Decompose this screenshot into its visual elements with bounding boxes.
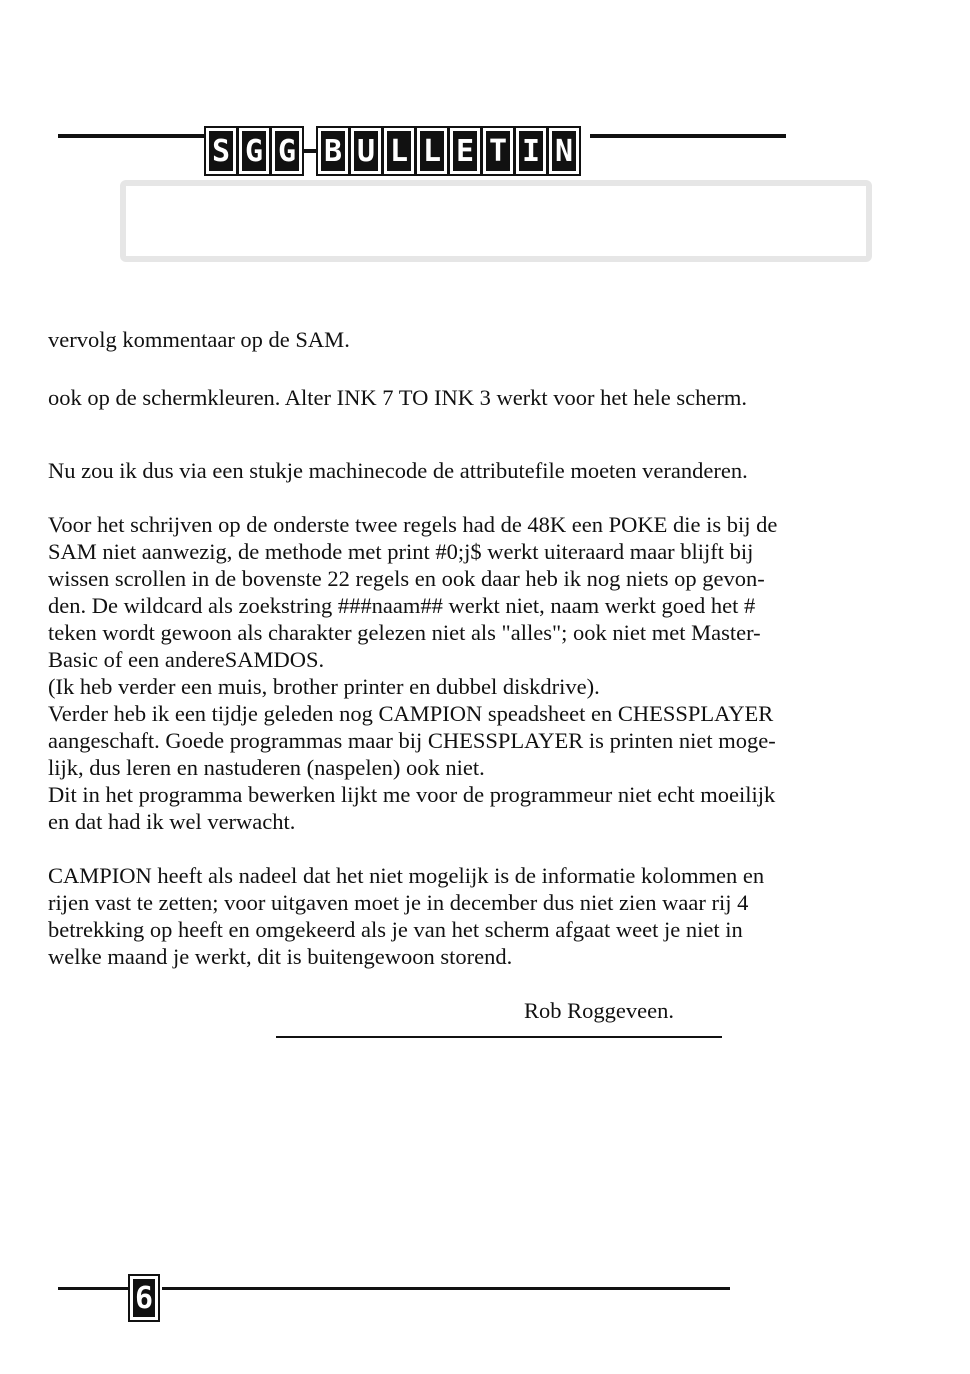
text-line: Dit in het programma bewerken lijkt me voor de programmeur niet echt moeilijk xyxy=(48,782,776,807)
paragraph-main xyxy=(48,511,808,835)
text-line: teken wordt gewoon als charakter gelezen niet als "alles"; ook niet met Master- xyxy=(48,620,761,645)
logo-letter: B xyxy=(318,128,348,174)
text-line: Verder heb ik een tijdje geleden nog CAMPION speadsheet en CHESSPLAYER xyxy=(48,701,774,726)
paragraph-attributefile: Nu zou ik dus via een stukje machinecode de attributefile moeten veranderen. xyxy=(48,458,748,483)
text-line: CAMPION heeft als nadeel dat het niet mogelijk is de informatie kolommen en xyxy=(48,863,765,888)
logo-letter: L xyxy=(384,128,414,174)
text-line: en dat had ik wel verwacht. xyxy=(48,809,296,834)
logo-word-sgg xyxy=(206,128,302,174)
logo-letter: I xyxy=(516,128,546,174)
text-line: lijk, dus leren en nastuderen (naspelen) ook niet. xyxy=(48,755,485,780)
logo-letter: E xyxy=(450,128,480,174)
footer-rule-right xyxy=(162,1287,730,1290)
text-line: wissen scrollen in de bovenste 22 regels en ook daar heb ik nog niets op gevon- xyxy=(48,566,765,591)
text-line: den. De wildcard als zoekstring ###naam## werkt niet, naam werkt goed het # xyxy=(48,593,756,618)
logo-connector xyxy=(304,149,316,153)
article-body xyxy=(48,326,808,970)
logo-letter: N xyxy=(549,128,579,174)
footer-rule-left xyxy=(58,1287,130,1290)
paragraph-screen-colours: ook op de schermkleuren. Alter INK 7 TO INK 3 werkt voor het hele scherm. xyxy=(48,385,747,410)
paragraph-campion xyxy=(48,862,808,970)
text-line: SAM niet aanwezig, de methode met print #0;j$ werkt uiteraard maar blijft bij xyxy=(48,539,754,564)
paragraph-intro: vervolg kommentaar op de SAM. xyxy=(48,327,350,352)
text-line: (Ik heb verder een muis, brother printer en dubbel diskdrive). xyxy=(48,674,600,699)
signature-rule xyxy=(276,1036,722,1038)
bleed-through-box xyxy=(120,180,872,262)
text-line: aangeschaft. Goede programmas maar bij CHESSPLAYER is printen niet moge- xyxy=(48,728,776,753)
text-line: welke maand je werkt, dit is buitengewoon storend. xyxy=(48,944,513,969)
logo-letter: G xyxy=(272,128,302,174)
logo-letter: G xyxy=(239,128,269,174)
author-signature: Rob Roggeveen. xyxy=(524,998,674,1023)
text-line: Voor het schrijven op de onderste twee regels had de 48K een POKE die is bij de xyxy=(48,512,778,537)
page-number: 6 xyxy=(130,1276,158,1320)
text-line: betrekking op heeft en omgekeerd als je van het scherm afgaat weet je niet in xyxy=(48,917,743,942)
logo-word-bulletin xyxy=(318,128,579,174)
logo-letter: U xyxy=(351,128,381,174)
logo-letter: L xyxy=(417,128,447,174)
header-rule-left xyxy=(58,134,206,138)
logo-letter: T xyxy=(483,128,513,174)
header-rule-right xyxy=(590,134,786,138)
text-line: Basic of een andereSAMDOS. xyxy=(48,647,325,672)
sgg-bulletin-logo xyxy=(206,128,579,174)
logo-letter: S xyxy=(206,128,236,174)
text-line: rijen vast te zetten; voor uitgaven moet je in december dus niet zien waar rij 4 xyxy=(48,890,749,915)
